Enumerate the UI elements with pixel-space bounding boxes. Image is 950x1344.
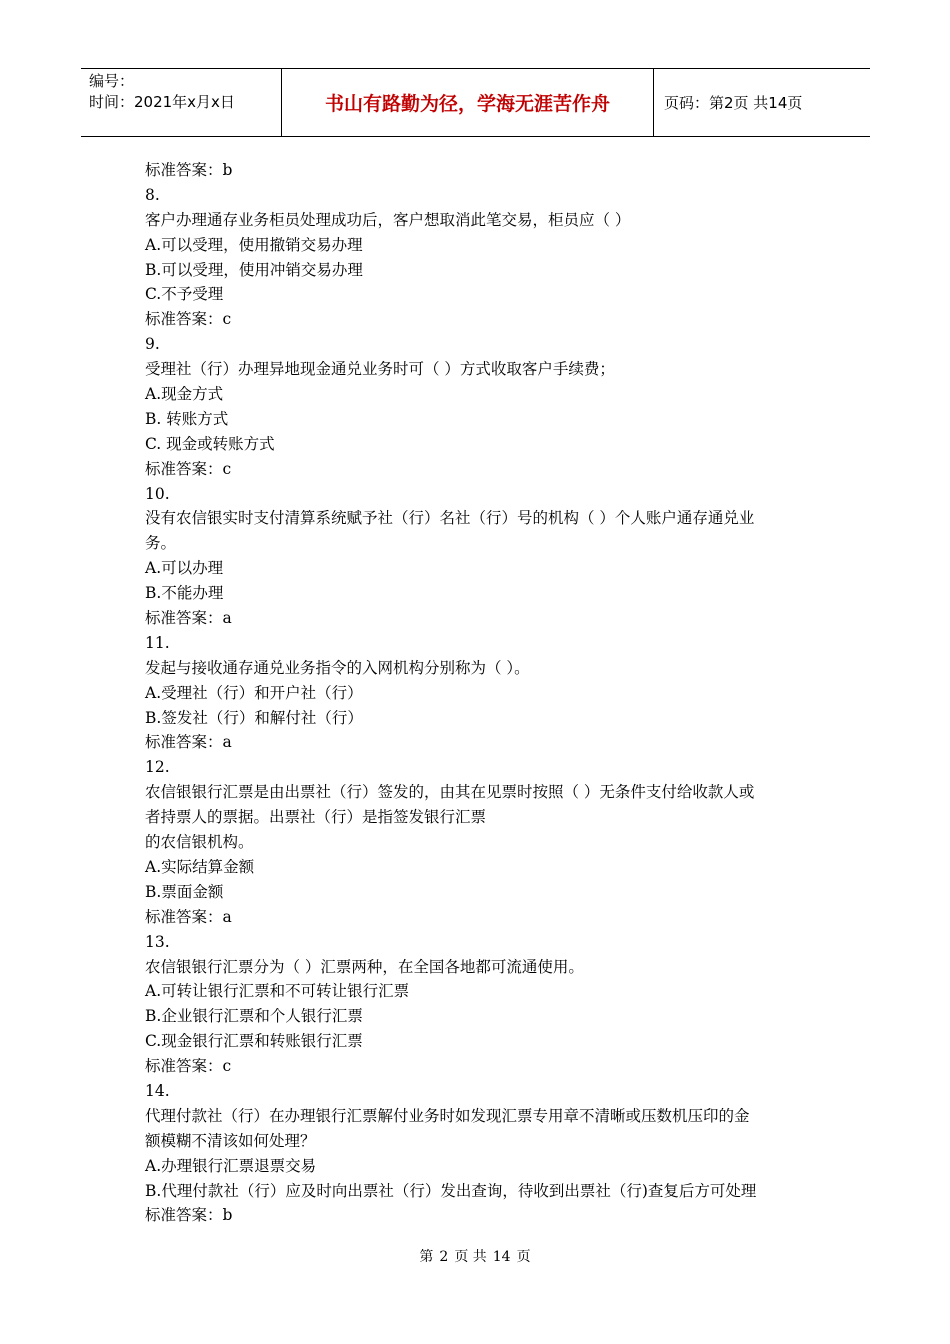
text-line: 11. (145, 633, 170, 652)
text-line: B.代理付款社（行）应及时向出票社（行）发出查询，待收到出票社（行)查复后方可处理 (145, 1181, 757, 1200)
text-line: C.现金银行汇票和转账银行汇票 (145, 1032, 363, 1051)
text-line: A.实际结算金额 (145, 857, 255, 876)
header-page-label: 页码：第2页 共14页 (664, 94, 803, 112)
doc-code-label: 编号： (89, 72, 135, 90)
page-footer (0, 1246, 950, 1266)
text-line: 的农信银机构。 (145, 833, 254, 852)
text-line: 务。 (145, 534, 177, 553)
document-body (145, 158, 825, 1228)
text-line: B.签发社（行）和解付社（行） (145, 708, 363, 727)
text-line: 没有农信银实时支付清算系统赋予社（行）名社（行）号的机构（ ）个人账户通存通兑业 (145, 509, 755, 528)
text-line: 客户办理通存业务柜员处理成功后，客户想取消此笔交易，柜员应（ ） (145, 210, 631, 229)
text-line: 标准答案：b (145, 161, 233, 179)
text-line: 标准答案：c (145, 1057, 232, 1076)
text-line: 代理付款社（行）在办理银行汇票解付业务时如发现汇票专用章不清晰或压数机压印的金 (145, 1106, 750, 1125)
footer-prefix: 第 (419, 1249, 434, 1265)
text-line: B. 转账方式 (145, 409, 229, 428)
text-line: 标准答案：c (145, 310, 232, 329)
text-line: C.不予受理 (145, 285, 224, 304)
text-line: 额模糊不清该如何处理？ (145, 1131, 316, 1150)
text-line: 标准答案：c (145, 459, 232, 478)
text-line: 农信银银行汇票是由出票社（行）签发的，由其在见票时按照（ ）无条件支付给收款人或 (145, 783, 755, 802)
text-line: 农信银银行汇票分为（ ）汇票两种，在全国各地都可流通使用。 (145, 957, 584, 976)
text-line: C. 现金或转账方式 (145, 434, 275, 453)
text-line: 10. (145, 484, 170, 503)
text-line: 8. (145, 185, 160, 204)
text-line: A.可转让银行汇票和不可转让银行汇票 (145, 982, 410, 1001)
text-line: 标准答案：a (145, 609, 232, 628)
footer-mid: 页 共 (454, 1249, 487, 1265)
text-line: 14. (145, 1081, 170, 1100)
text-line: 者持票人的票据。出票社（行）是指签发银行汇票 (145, 808, 487, 827)
footer-page-total: 14 (492, 1249, 511, 1265)
footer-suffix: 页 (516, 1249, 531, 1265)
text-line: 9. (145, 335, 160, 354)
text-line: 标准答案：b (145, 1206, 233, 1225)
header-motto: 书山有路勤为径，学海无涯苦作舟 (281, 69, 654, 136)
text-line: A.办理银行汇票退票交易 (145, 1156, 317, 1175)
text-line: B.企业银行汇票和个人银行汇票 (145, 1007, 363, 1026)
text-line: 发起与接收通存通兑业务指令的入网机构分别称为（ ）。 (145, 658, 530, 677)
text-line: A.现金方式 (145, 385, 224, 404)
text-line: 12. (145, 758, 170, 777)
footer-page-number: 2 (439, 1249, 449, 1265)
header-info (81, 69, 281, 136)
text-line: 13. (145, 932, 170, 951)
text-line: B.可以受理，使用冲销交易办理 (145, 260, 363, 279)
text-line: A.受理社（行）和开户社（行） (145, 683, 363, 702)
text-line: 标准答案：a (145, 907, 232, 926)
text-line: B.不能办理 (145, 584, 224, 603)
text-line: A.可以受理，使用撤销交易办理 (145, 235, 363, 254)
text-line: 标准答案：a (145, 733, 232, 752)
page-header (81, 68, 870, 137)
text-line: 受理社（行）办理异地现金通兑业务时可（ ）方式收取客户手续费； (145, 360, 615, 379)
doc-time-label: 时间：2021年x月x日 (89, 93, 235, 111)
text-line: A.可以办理 (145, 559, 224, 578)
text-line: B.票面金额 (145, 882, 224, 901)
